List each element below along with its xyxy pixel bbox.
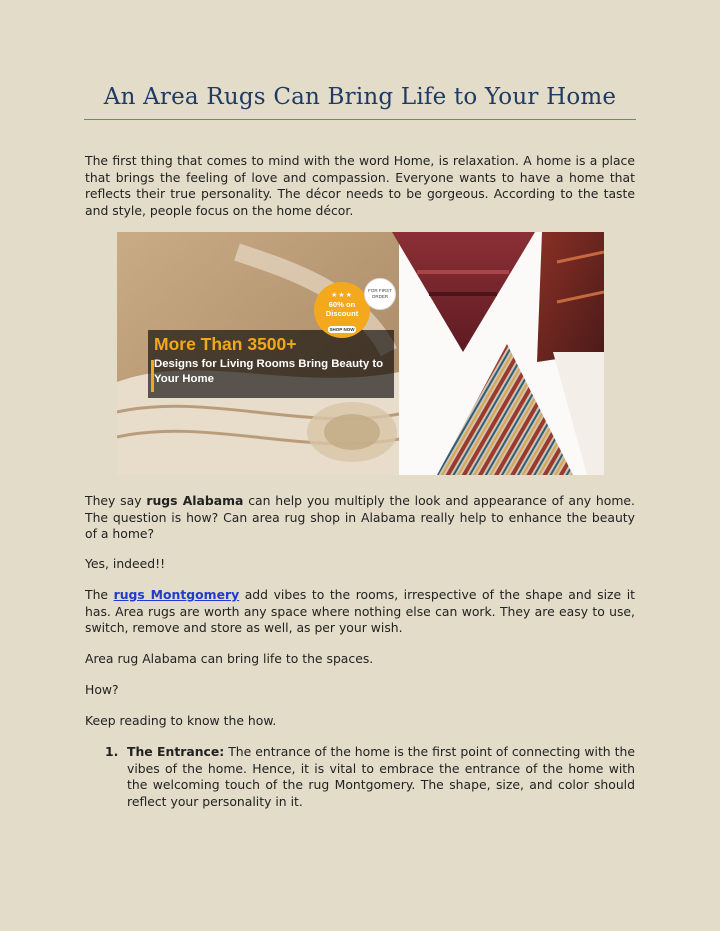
yes-paragraph: Yes, indeed!! [85,556,166,571]
banner-subline: Designs for Living Rooms Bring Beauty to Your Home [154,358,384,385]
how-paragraph: How? [85,682,119,697]
area-rug-paragraph: Area rug Alabama can bring life to the spaces. [85,651,374,666]
banner-headline: More Than 3500+ [154,334,297,354]
rugs-alabama-keyword: rugs Alabama [146,493,244,508]
list-heading: The Entrance: [127,744,225,759]
shop-now-button: SHOP NOW [329,327,355,332]
rugs-montgomery-paragraph: The rugs Montgomery add vibes to the rooms, irrespective of the shape and size it has. Area rugs are worth any space where nothing else can work. They are easy to use, switch, remove and store as well, as per your wish. [85,587,636,636]
rugs-alabama-paragraph: They say rugs Alabama can help you multiply the look and appearance of any home. The question is how? Can area rug shop in Alabama really help to enhance the beauty of a home? [85,493,635,542]
page-title: An Area Rugs Can Bring Life to Your Home [103,84,617,110]
tips-list [85,744,635,810]
rugs-montgomery-link[interactable]: rugs Montgomery [113,587,240,602]
list-text: The entrance of the home is the first point of connecting with the vibes of the home. Hence, it is vital to embrace the entrance of the home with the welcoming touch of the rug Montgomery. The shape, size, and color should reflect your personality in it. [127,744,635,809]
intro-paragraph: The first thing that comes to mind with the word Home, is relaxation. A home is a place that brings the feeling of love and compassion. Everyone wants to have a home that reflects their true personality. The décor needs to be gorgeous. According to the taste and style, people focus on the home décor. [85,153,635,218]
promo-banner [148,330,394,398]
discount-text: 60% on Discount [325,300,359,318]
list-number: 1. [105,744,119,759]
first-order-badge: FOR FIRST ORDER [364,278,396,310]
star-icon: ★★★ [331,292,353,299]
title-divider [84,119,636,120]
keep-reading-paragraph: Keep reading to know the how. [85,713,277,728]
discount-badge [314,282,370,338]
list-item [85,744,635,810]
